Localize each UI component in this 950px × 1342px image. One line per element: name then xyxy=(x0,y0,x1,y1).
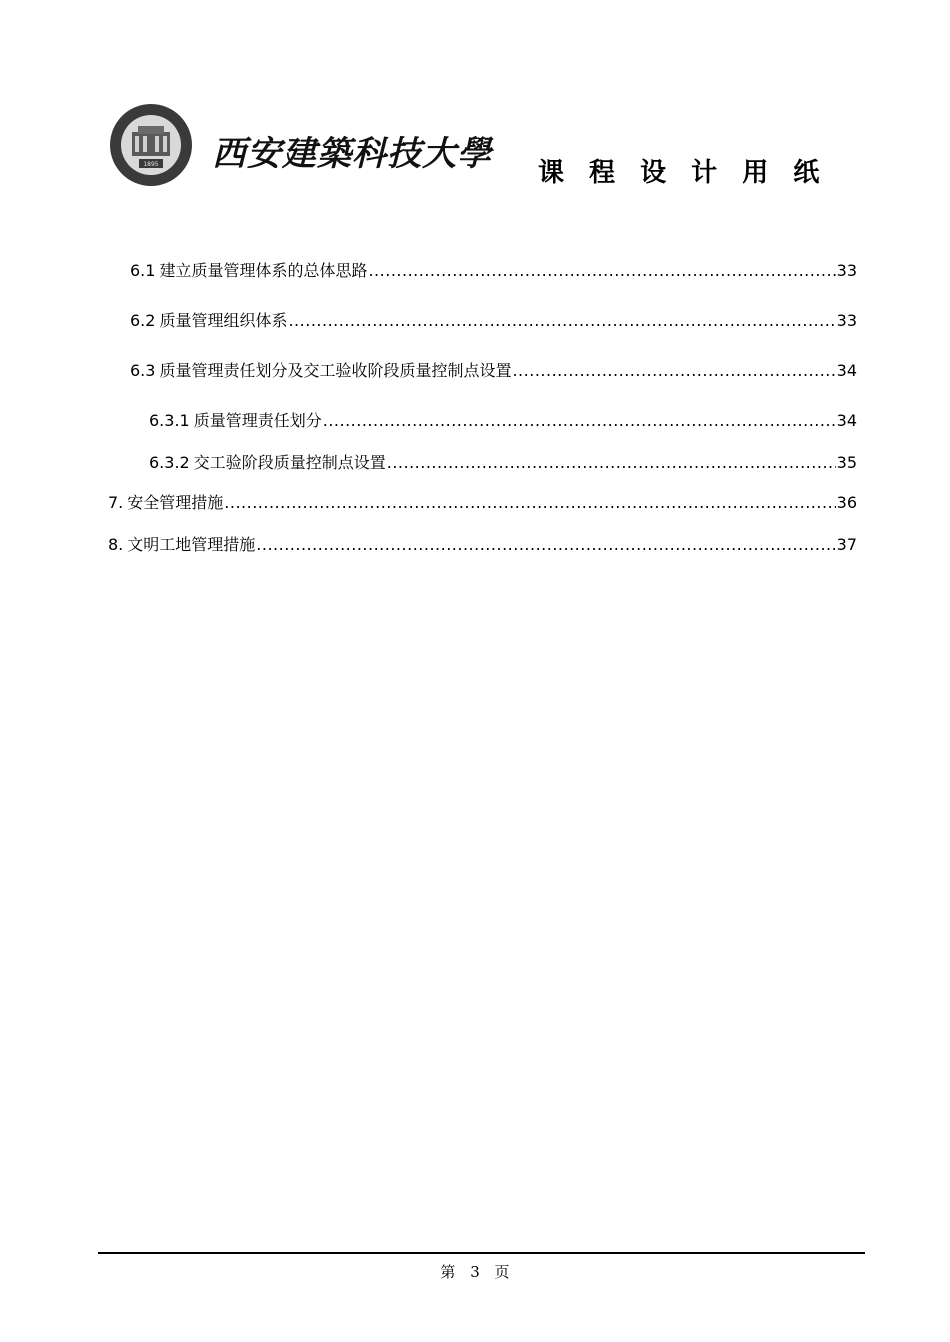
toc-leader-dots xyxy=(368,261,835,280)
toc-entry-title: 质量管理责任划分及交工验收阶段质量控制点设置 xyxy=(159,361,512,380)
toc-leader-dots xyxy=(288,311,835,330)
footer-suffix: 页 xyxy=(494,1263,510,1281)
toc-entry-title: 质量管理责任划分 xyxy=(193,411,322,430)
paper-title: 课 程 设 计 用 纸 xyxy=(538,158,828,188)
footer-page-number: 3 xyxy=(470,1263,480,1281)
toc-entry-number: 6.1 xyxy=(130,261,156,280)
footer-prefix: 第 xyxy=(440,1263,456,1281)
toc-entry[interactable] xyxy=(149,408,857,431)
toc-entry[interactable] xyxy=(149,450,857,473)
toc-entry-page: 33 xyxy=(836,311,857,330)
toc-entry-number: 6.2 xyxy=(130,311,156,330)
toc-entry-title: 建立质量管理体系的总体思路 xyxy=(159,261,368,280)
toc-entry[interactable] xyxy=(130,308,857,331)
toc-entry-title: 交工验阶段质量控制点设置 xyxy=(193,453,386,472)
toc-entry-page: 37 xyxy=(836,535,857,554)
toc-entry-title: 质量管理组织体系 xyxy=(159,311,288,330)
university-name: 西安建築科技大學 xyxy=(212,134,492,174)
university-seal-logo xyxy=(108,102,194,188)
toc-entry-page: 34 xyxy=(836,361,857,380)
toc-entry[interactable] xyxy=(108,532,857,555)
toc-entry-title: 安全管理措施 xyxy=(127,493,224,512)
toc-entry-page: 36 xyxy=(836,493,857,512)
toc-entry-page: 35 xyxy=(836,453,857,472)
toc-leader-dots xyxy=(323,411,836,430)
svg-text:1895: 1895 xyxy=(143,161,159,168)
toc-entry-number: 6.3.1 xyxy=(149,411,190,430)
toc-leader-dots xyxy=(387,453,836,472)
toc-entry-number: 8. xyxy=(108,535,124,554)
toc-entry[interactable] xyxy=(130,258,857,281)
toc-entry[interactable] xyxy=(130,358,857,381)
page-header xyxy=(108,100,848,190)
toc-entry-number: 6.3 xyxy=(130,361,156,380)
toc-entry-page: 34 xyxy=(836,411,857,430)
footer-divider xyxy=(98,1252,865,1254)
toc-entry-number: 7. xyxy=(108,493,124,512)
toc-leader-dots xyxy=(224,493,835,512)
toc-leader-dots xyxy=(256,535,835,554)
page-footer xyxy=(0,1261,950,1282)
toc-entry-number: 6.3.2 xyxy=(149,453,190,472)
toc-entry-title: 文明工地管理措施 xyxy=(127,535,256,554)
toc-leader-dots xyxy=(512,361,835,380)
toc-entry[interactable] xyxy=(108,490,857,513)
toc-entry-page: 33 xyxy=(836,261,857,280)
